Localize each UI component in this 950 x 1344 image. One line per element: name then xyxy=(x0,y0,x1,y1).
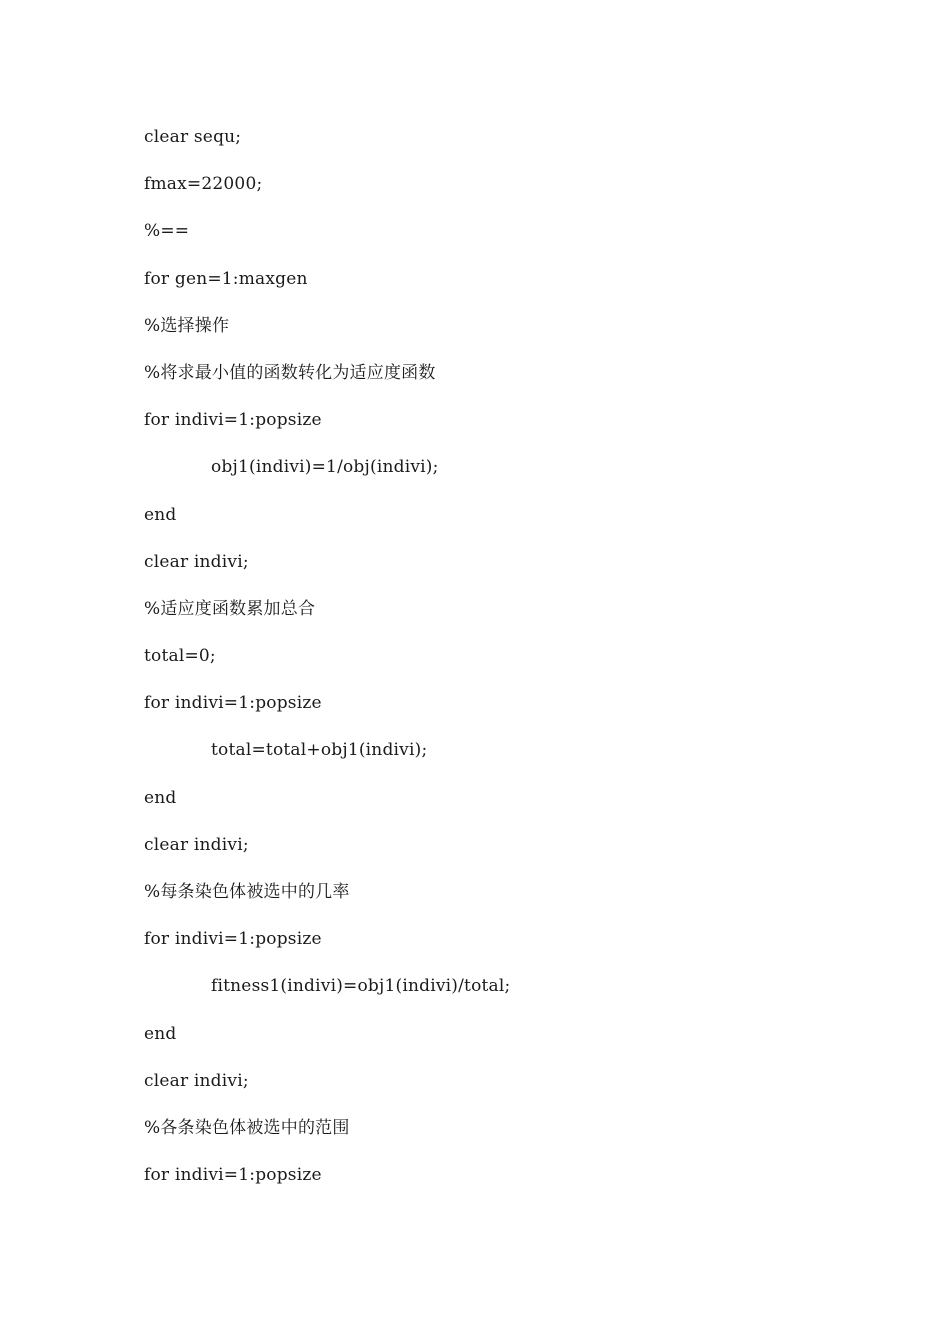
code-line: clear sequ; xyxy=(144,127,242,147)
code-line: for indivi=1:popsize xyxy=(144,1165,322,1186)
code-line: total=total+obj1(indivi); xyxy=(211,740,428,761)
code-line: end xyxy=(144,787,177,808)
code-line: for gen=1:maxgen xyxy=(144,268,308,289)
code-line: clear indivi; xyxy=(144,551,249,572)
code-line: fmax=22000; xyxy=(144,174,263,195)
code-line: for indivi=1:popsize xyxy=(144,410,322,431)
code-line: %选择操作 xyxy=(144,315,230,336)
code-line: total=0; xyxy=(144,646,216,667)
code-line: end xyxy=(144,1023,177,1044)
code-line: %每条染色体被选中的几率 xyxy=(144,882,350,902)
code-line: %适应度函数累加总合 xyxy=(144,598,316,619)
code-line: %== xyxy=(144,221,190,242)
code-line: end xyxy=(144,504,177,525)
code-line: fitness1(indivi)=obj1(indivi)/total; xyxy=(211,976,511,997)
code-line: for indivi=1:popsize xyxy=(144,929,322,950)
code-line: obj1(indivi)=1/obj(indivi); xyxy=(211,457,439,478)
code-line: %各条染色体被选中的范围 xyxy=(144,1117,350,1138)
code-line: %将求最小值的函数转化为适应度函数 xyxy=(144,362,436,383)
code-line: clear indivi; xyxy=(144,834,249,855)
code-line: clear indivi; xyxy=(144,1070,249,1091)
code-listing xyxy=(144,114,904,1199)
code-line: for indivi=1:popsize xyxy=(144,693,322,714)
